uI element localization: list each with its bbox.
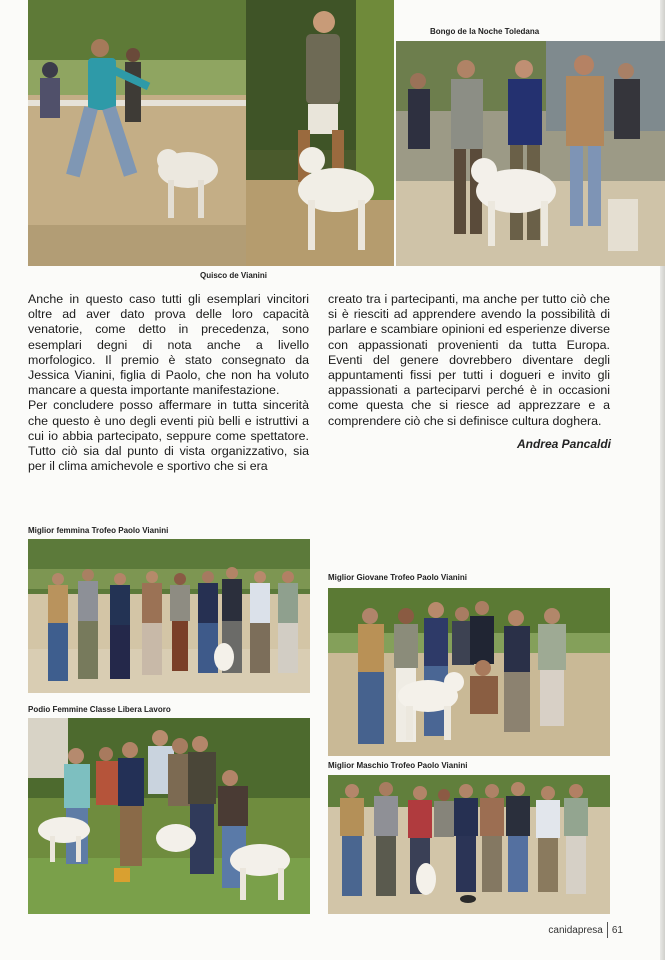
photo-quisco-running xyxy=(28,0,246,266)
photo-handler-with-dog xyxy=(246,0,394,266)
caption-quisco: Quisco de Vianini xyxy=(200,271,267,280)
article-paragraph: Per concludere posso affermare in tutta sincerità che questo è uno degli eventi più belli e istruttivi a cui io abbia partecipato, seppure come spettatore. Tutto ciò sia dal punto di vista organizzativo, sia per il clima amichevole e sportivo che si era xyxy=(28,398,309,474)
page-number: 61 xyxy=(611,924,623,936)
photo-bongo-group xyxy=(396,41,665,266)
article-paragraph: Anche in questo caso tutti gli esemplari vincitori oltre ad aver dato prova delle loro capacità venatorie, come detto in precedenza, sono esemplari degni di nota anche a livello morfologico. Il premio è stato consegnato da Jessica Vianini, figlia di Paolo, che non ha voluto mancare a questa importante manifestazione. xyxy=(28,292,309,398)
caption-femmina: Miglior femmina Trofeo Paolo Vianini xyxy=(28,526,169,535)
article-author: Andrea Pancaldi xyxy=(516,437,611,451)
caption-podio: Podio Femmine Classe Libera Lavoro xyxy=(28,705,171,714)
footer-divider xyxy=(607,922,608,938)
article-column-2 xyxy=(328,292,610,429)
photo-maschio-group xyxy=(328,775,610,914)
page-footer xyxy=(548,922,623,938)
magazine-name: canidapresa xyxy=(548,924,603,936)
caption-bongo: Bongo de la Noche Toledana xyxy=(430,27,540,36)
caption-maschio: Miglior Maschio Trofeo Paolo Vianini xyxy=(328,761,468,770)
article-paragraph: creato tra i partecipanti, ma anche per tutto ciò che si è riesciti ad apprendere avendo la possibilità di parlare e scambiare opinioni ed esperienze diverse con appassionati provenienti da tutta Europa. Eventi del genere dovrebbero diventare degli appuntamenti fissi per tutti i dogueri e invito gli appassionati a parteciparvi perché è in occasioni come questa che si riesce ad apprezzare e a comprendere ciò che si definisce cultura doghera. xyxy=(328,292,610,428)
article-column-1 xyxy=(28,292,309,474)
photo-giovane-group xyxy=(328,588,610,756)
photo-femmina-group xyxy=(28,539,310,693)
caption-giovane: Miglior Giovane Trofeo Paolo Vianini xyxy=(328,573,467,582)
photo-podio-group xyxy=(28,718,310,914)
